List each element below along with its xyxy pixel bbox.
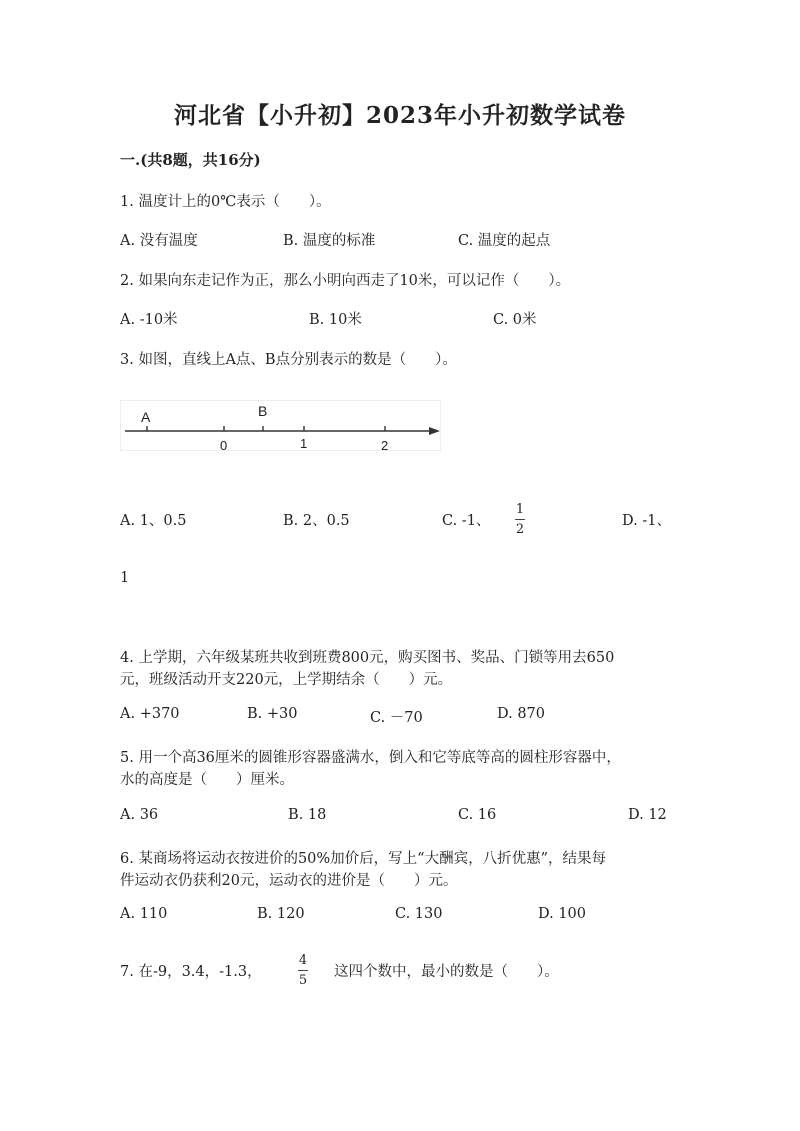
label-tick-1: 1 [300, 436, 308, 451]
fraction-denominator: 2 [515, 522, 525, 537]
question-7-stem-part2: 这四个数中，最小的数是（ ）。 [334, 964, 559, 980]
number-line-arrow [429, 427, 440, 435]
q6-option-d: D. 100 [538, 906, 587, 922]
q2-option-c: C. 0米 [493, 312, 537, 328]
q2-option-a: A. -10米 [120, 312, 178, 328]
section-heading: 一.(共8题，共16分) [120, 151, 261, 169]
q4-option-c: C. －70 [370, 710, 423, 726]
q4-option-b: B. +30 [247, 706, 298, 722]
question-4-stem-line2: 元，班级活动开支220元，上学期结余（ ）元。 [120, 672, 453, 688]
fraction-numerator: 4 [298, 953, 308, 968]
q6-option-c: C. 130 [395, 906, 443, 922]
question-5-stem-line1: 5. 用一个高36厘米的圆锥形容器盛满水，倒入和它等底等高的圆柱形容器中， [120, 750, 621, 766]
fraction-denominator: 5 [298, 973, 308, 988]
q1-option-c: C. 温度的起点 [458, 233, 551, 249]
q5-option-b: B. 18 [288, 807, 327, 823]
fraction-bar [298, 970, 308, 971]
q3-option-d-continued: 1 [120, 570, 130, 586]
q7-fraction [298, 954, 308, 987]
question-1-stem: 1. 温度计上的0℃表示（ ）。 [120, 194, 331, 210]
q6-option-a: A. 110 [120, 906, 168, 922]
q3-option-c: C. -1、 [442, 513, 491, 529]
question-7-stem-part1: 7. 在-9，3.4，-1.3， [120, 964, 262, 980]
q5-option-c: C. 16 [458, 807, 497, 823]
label-point-b: B [258, 403, 268, 419]
q2-option-b: B. 10米 [309, 312, 362, 328]
question-3-stem: 3. 如图，直线上A点、B点分别表示的数是（ ）。 [120, 352, 457, 368]
q4-option-d: D. 870 [497, 706, 546, 722]
q5-option-d: D. 12 [628, 807, 667, 823]
fraction-bar [515, 519, 525, 520]
question-6-stem-line2: 件运动衣仍获利20元，运动衣的进价是（ ）元。 [120, 873, 458, 889]
question-6-stem-line1: 6. 某商场将运动衣按进价的50%加价后，写上“大酬宾，八折优惠”，结果每 [120, 851, 606, 867]
q5-option-a: A. 36 [120, 807, 159, 823]
label-tick-0: 0 [220, 438, 228, 453]
page-title: 河北省【小升初】2023年小升初数学试卷 [173, 102, 626, 129]
q6-option-b: B. 120 [257, 906, 305, 922]
question-5-stem-line2: 水的高度是（ ）厘米。 [120, 772, 294, 788]
q3-option-b: B. 2、0.5 [283, 513, 350, 529]
label-tick-2: 2 [381, 438, 389, 453]
q3-option-d: D. -1、 [622, 513, 671, 529]
q1-option-a: A. 没有温度 [120, 233, 198, 249]
fraction-numerator: 1 [515, 502, 525, 517]
q4-option-a: A. +370 [120, 706, 180, 722]
question-4-stem-line1: 4. 上学期，六年级某班共收到班费800元，购买图书、奖品、门锁等用去650 [120, 650, 615, 666]
number-line-figure [120, 400, 445, 455]
question-2-stem: 2. 如果向东走记作为正，那么小明向西走了10米，可以记作（ ）。 [120, 273, 571, 289]
label-point-a: A [141, 409, 151, 425]
q3-option-c-fraction [515, 503, 525, 536]
q1-option-b: B. 温度的标准 [283, 233, 376, 249]
q3-option-a: A. 1、0.5 [120, 513, 187, 529]
